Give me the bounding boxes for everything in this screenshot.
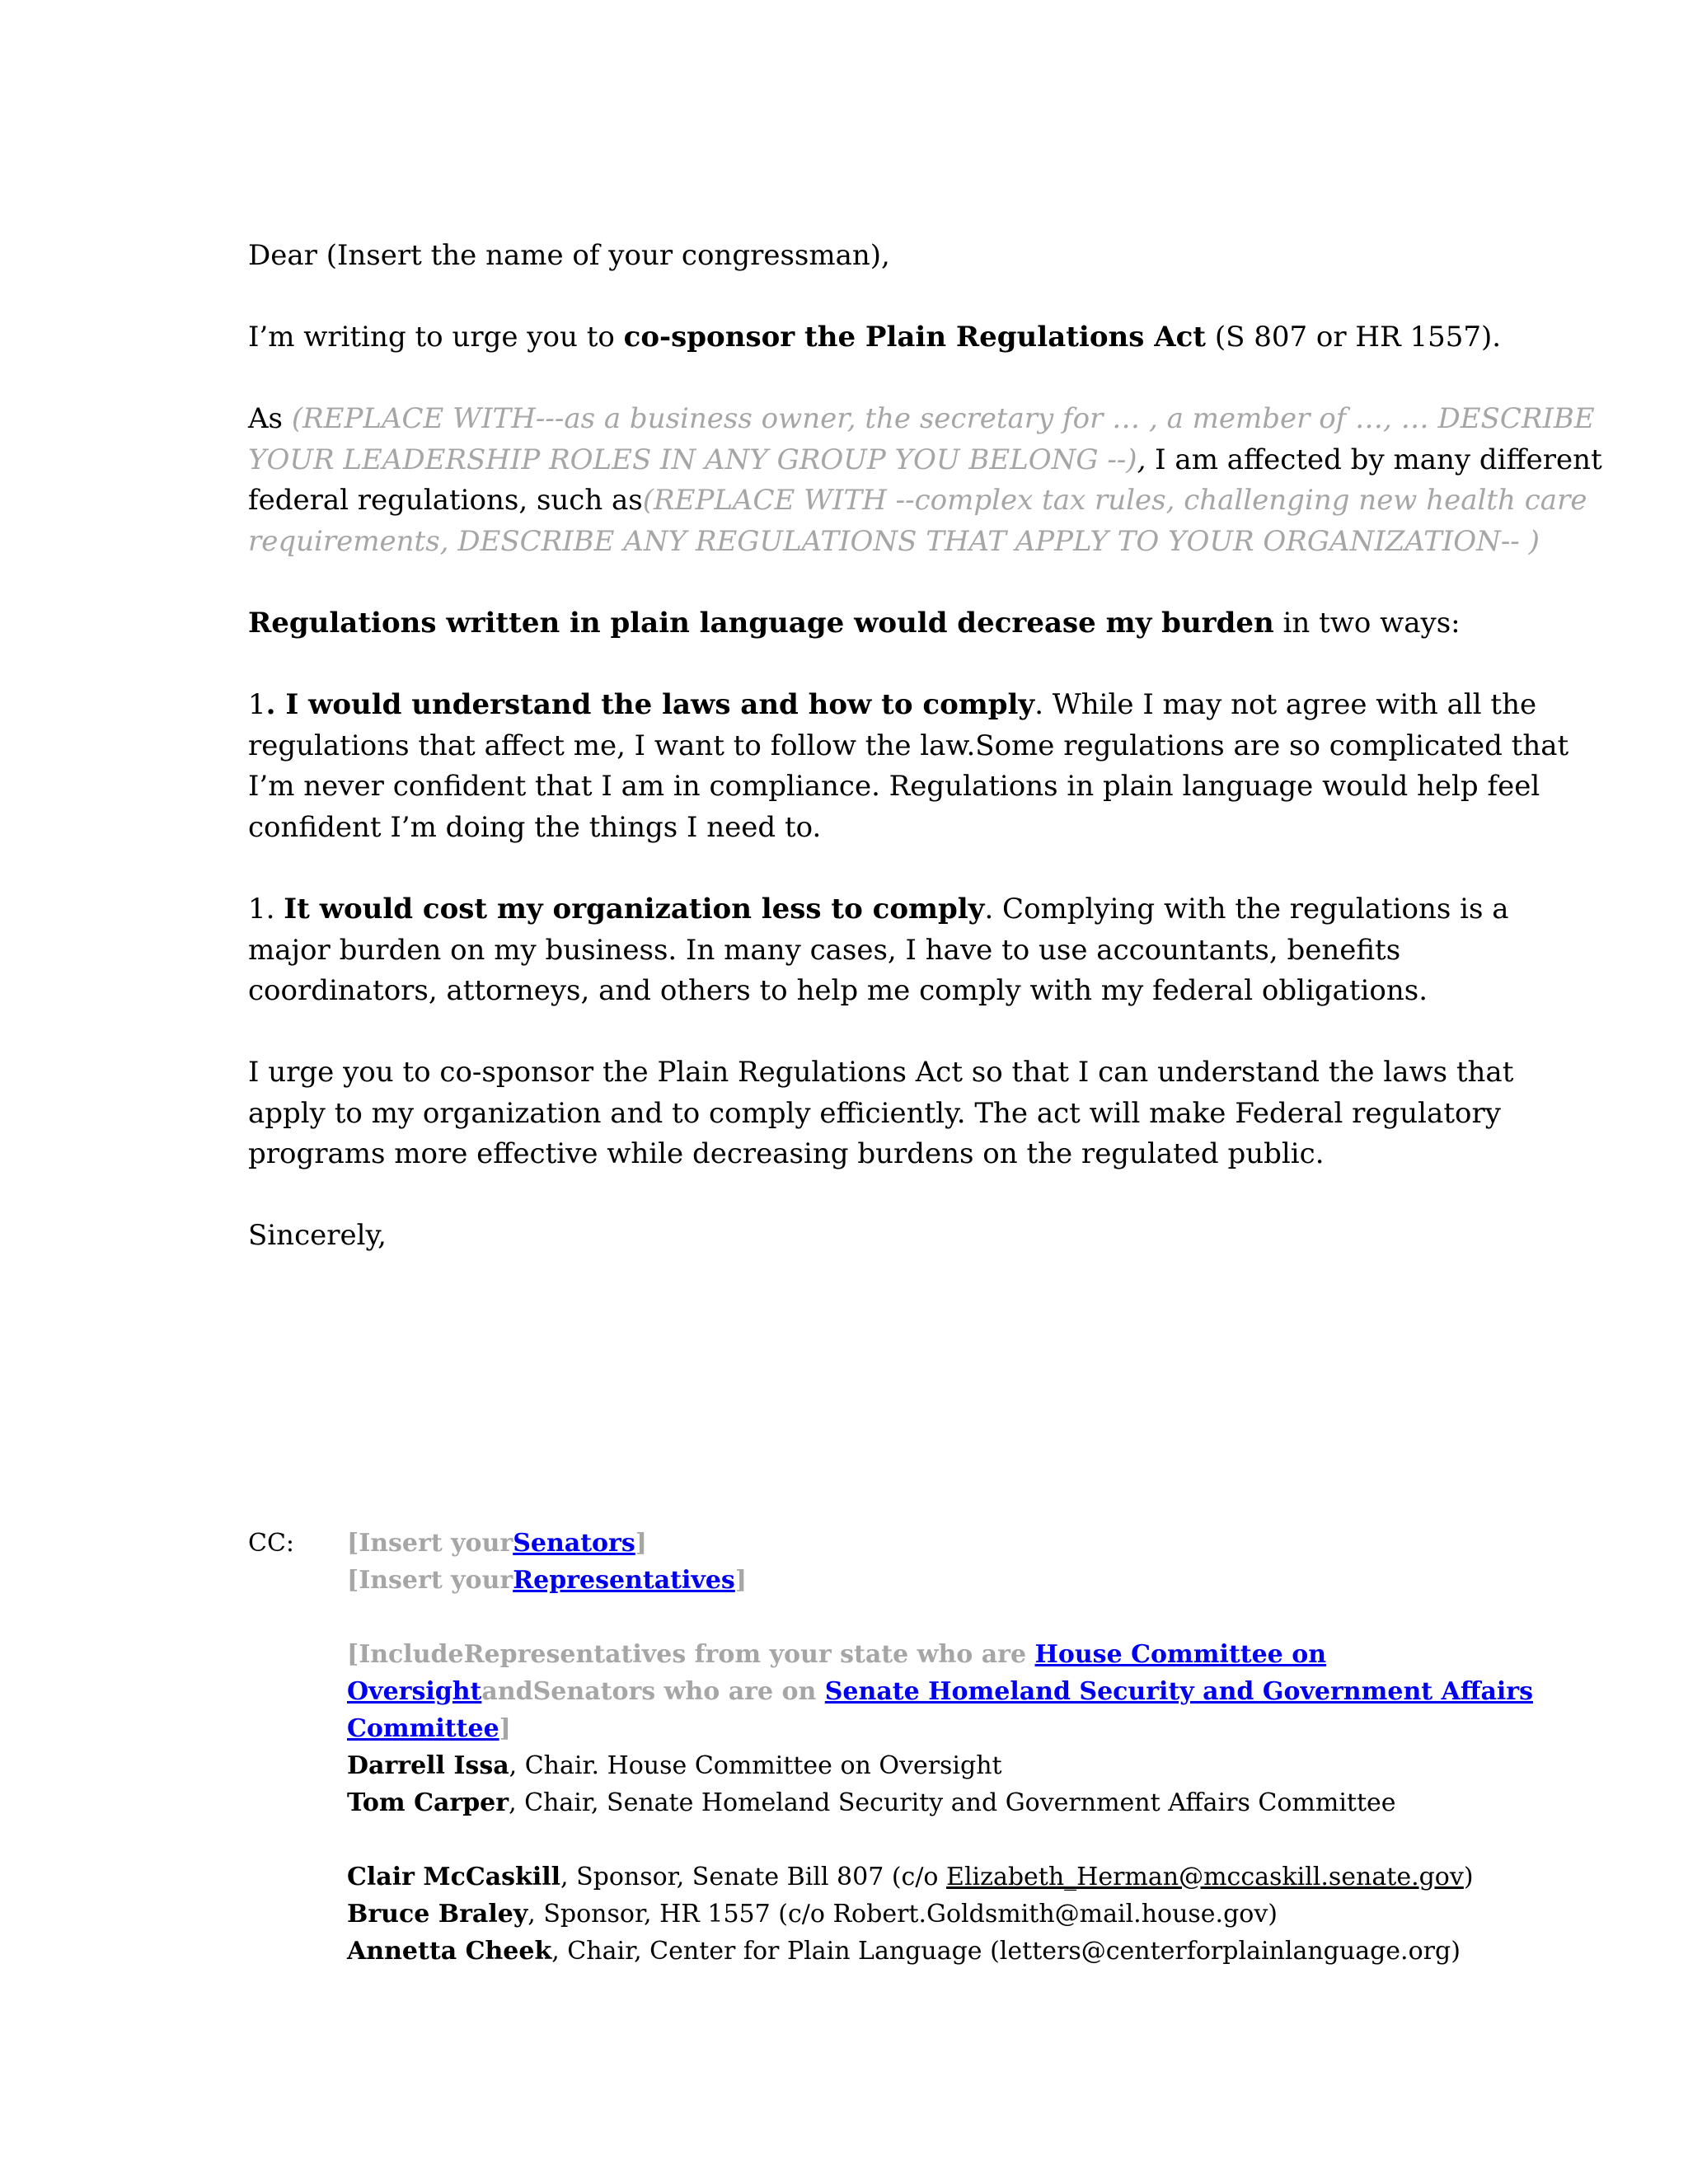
burden-post: in two ways: — [1273, 607, 1461, 640]
cc-carper — [347, 1784, 1501, 1821]
cc-cheek — [347, 1933, 1501, 1970]
cc-senators-post: ] — [635, 1529, 647, 1558]
role-paragraph — [248, 399, 1602, 562]
carper-name: Tom Carper — [347, 1788, 509, 1817]
issa-name: Darrell Issa — [347, 1751, 509, 1780]
urge-line-2: apply to my organization and to comply efficiently. The act will make Federal regulatory — [248, 1096, 1501, 1130]
burden-line — [248, 603, 1461, 644]
carper-role: , Chair, Senate Homeland Security and Government Affairs Committee — [509, 1788, 1396, 1817]
role-placeholder-2: YOUR LEADERSHIP ROLES IN ANY GROUP YOU BELONG --) — [248, 443, 1137, 476]
cc-label: CC: — [248, 1529, 295, 1558]
intro-line — [248, 317, 1502, 359]
cheek-role: , Chair, Center for Plain Language (letters@centerforplainlanguage.org) — [551, 1937, 1461, 1966]
mccaskill-email-link[interactable]: Elizabeth_Herman@mccaskill.senate.gov — [946, 1863, 1464, 1891]
point-one-line-1 — [248, 685, 1537, 726]
cc-include-b: Representatives from your state who are — [463, 1640, 1035, 1669]
point-one-line-3: I’m never confident that I am in compliance. Regulations in plain language would help feel — [248, 770, 1540, 803]
point-one-line-2: regulations that affect me, I want to follow the law.Some regulations are so complicated that — [248, 729, 1569, 762]
role-comma: , — [1137, 443, 1146, 476]
mccaskill-role: , Sponsor, Senate Bill 807 (c/o — [560, 1863, 947, 1891]
point-one-bold: . I would understand the laws and how to comply — [265, 688, 1035, 721]
braley-name: Bruce Braley — [347, 1900, 528, 1929]
cc-spacer-2 — [347, 1821, 1501, 1858]
cc-include-c: and — [481, 1677, 533, 1706]
cc-representatives — [347, 1562, 1501, 1599]
issa-role: , Chair. House Committee on Oversight — [509, 1751, 1002, 1780]
cc-spacer — [347, 1599, 1501, 1636]
point-two-number: 1. — [248, 893, 284, 926]
cc-issa — [347, 1747, 1501, 1784]
closing-text: Sincerely, — [248, 1219, 387, 1252]
role-as: As — [248, 402, 292, 435]
intro-pre: I’m writing to urge you to — [248, 321, 624, 354]
point-one-number: 1 — [248, 688, 266, 721]
point-two-post: . Complying with the regulations is a — [984, 893, 1509, 926]
closing — [248, 1216, 1451, 1257]
cc-include-e: ] — [499, 1714, 511, 1743]
role-placeholder-4: requirements, DESCRIBE ANY REGULATIONS THAT APPLY TO YOUR ORGANIZATION-- ) — [248, 524, 1540, 558]
role-line-3 — [248, 480, 1587, 522]
role-placeholder-1: (REPLACE WITH---as a business owner, the secretary for … , a member of …, … DESCRIBE — [291, 402, 1595, 435]
intro-post: (S 807 or HR 1557). — [1206, 321, 1502, 354]
house-oversight-link-cont[interactable]: Oversight — [347, 1677, 482, 1706]
cc-include-line-3 — [347, 1710, 1501, 1747]
cc-mccaskill — [347, 1858, 1501, 1896]
point-two-line-1 — [248, 889, 1509, 930]
point-two-line-2: major burden on my business. In many cases, I have to use accountants, benefits — [248, 933, 1401, 967]
point-one-paragraph — [248, 685, 1569, 848]
point-one-line-4: confident I’m doing the things I need to. — [248, 810, 822, 844]
braley-role: , Sponsor, HR 1557 (c/o Robert.Goldsmith@mail.house.gov) — [528, 1900, 1278, 1929]
point-two-bold: It would cost my organization less to comply — [284, 893, 985, 926]
cc-include-a: [Include — [347, 1640, 464, 1669]
representatives-link[interactable]: Representatives — [513, 1566, 735, 1595]
senate-homeland-link-cont[interactable]: Committee — [347, 1714, 499, 1743]
cc-include-line-1 — [347, 1636, 1501, 1673]
cc-list — [347, 1525, 1533, 1970]
role-placeholder-3: (REPLACE WITH --complex tax rules, challenging new health care — [642, 484, 1587, 517]
cc-senators-pre: [Insert your — [347, 1529, 513, 1558]
point-one-post: . While I may not agree with all the — [1034, 688, 1537, 721]
role-line-1 — [248, 399, 1595, 440]
cc-include-d: Senators who are on — [532, 1677, 825, 1706]
cc-senators — [347, 1525, 1501, 1562]
cheek-name: Annetta Cheek — [347, 1937, 552, 1966]
house-oversight-link[interactable]: House Committee on — [1034, 1640, 1327, 1669]
point-two-paragraph — [248, 889, 1509, 1012]
mccaskill-close: ) — [1463, 1863, 1474, 1891]
salutation-text: Dear (Insert the name of your congressman), — [248, 239, 890, 272]
senators-link[interactable]: Senators — [513, 1529, 635, 1558]
senate-homeland-link[interactable]: Senate Homeland Security and Government Affairs — [824, 1677, 1533, 1706]
cc-reps-post: ] — [734, 1566, 748, 1595]
salutation — [248, 236, 1451, 277]
intro-paragraph — [248, 317, 1502, 359]
cc-include-line-2 — [347, 1673, 1533, 1710]
role-federal: federal regulations, such as — [248, 484, 643, 517]
cc-reps-pre: [Insert your — [347, 1566, 513, 1595]
point-two-line-3: coordinators, attorneys, and others to help me comply with my federal obligations. — [248, 974, 1428, 1007]
burden-bold: Regulations written in plain language would decrease my burden — [248, 607, 1274, 640]
burden-paragraph — [248, 603, 1461, 644]
mccaskill-name: Clair McCaskill — [347, 1863, 561, 1891]
urge-paragraph — [248, 1052, 1514, 1175]
urge-line-3: programs more effective while decreasing burdens on the regulated public. — [248, 1137, 1325, 1170]
urge-line-1: I urge you to co-sponsor the Plain Regulations Act so that I can understand the laws that — [248, 1056, 1514, 1089]
cc-braley — [347, 1896, 1501, 1933]
role-affected: I am affected by many different — [1146, 443, 1602, 476]
intro-bold: co-sponsor the Plain Regulations Act — [623, 321, 1207, 354]
role-line-2 — [248, 440, 1602, 481]
